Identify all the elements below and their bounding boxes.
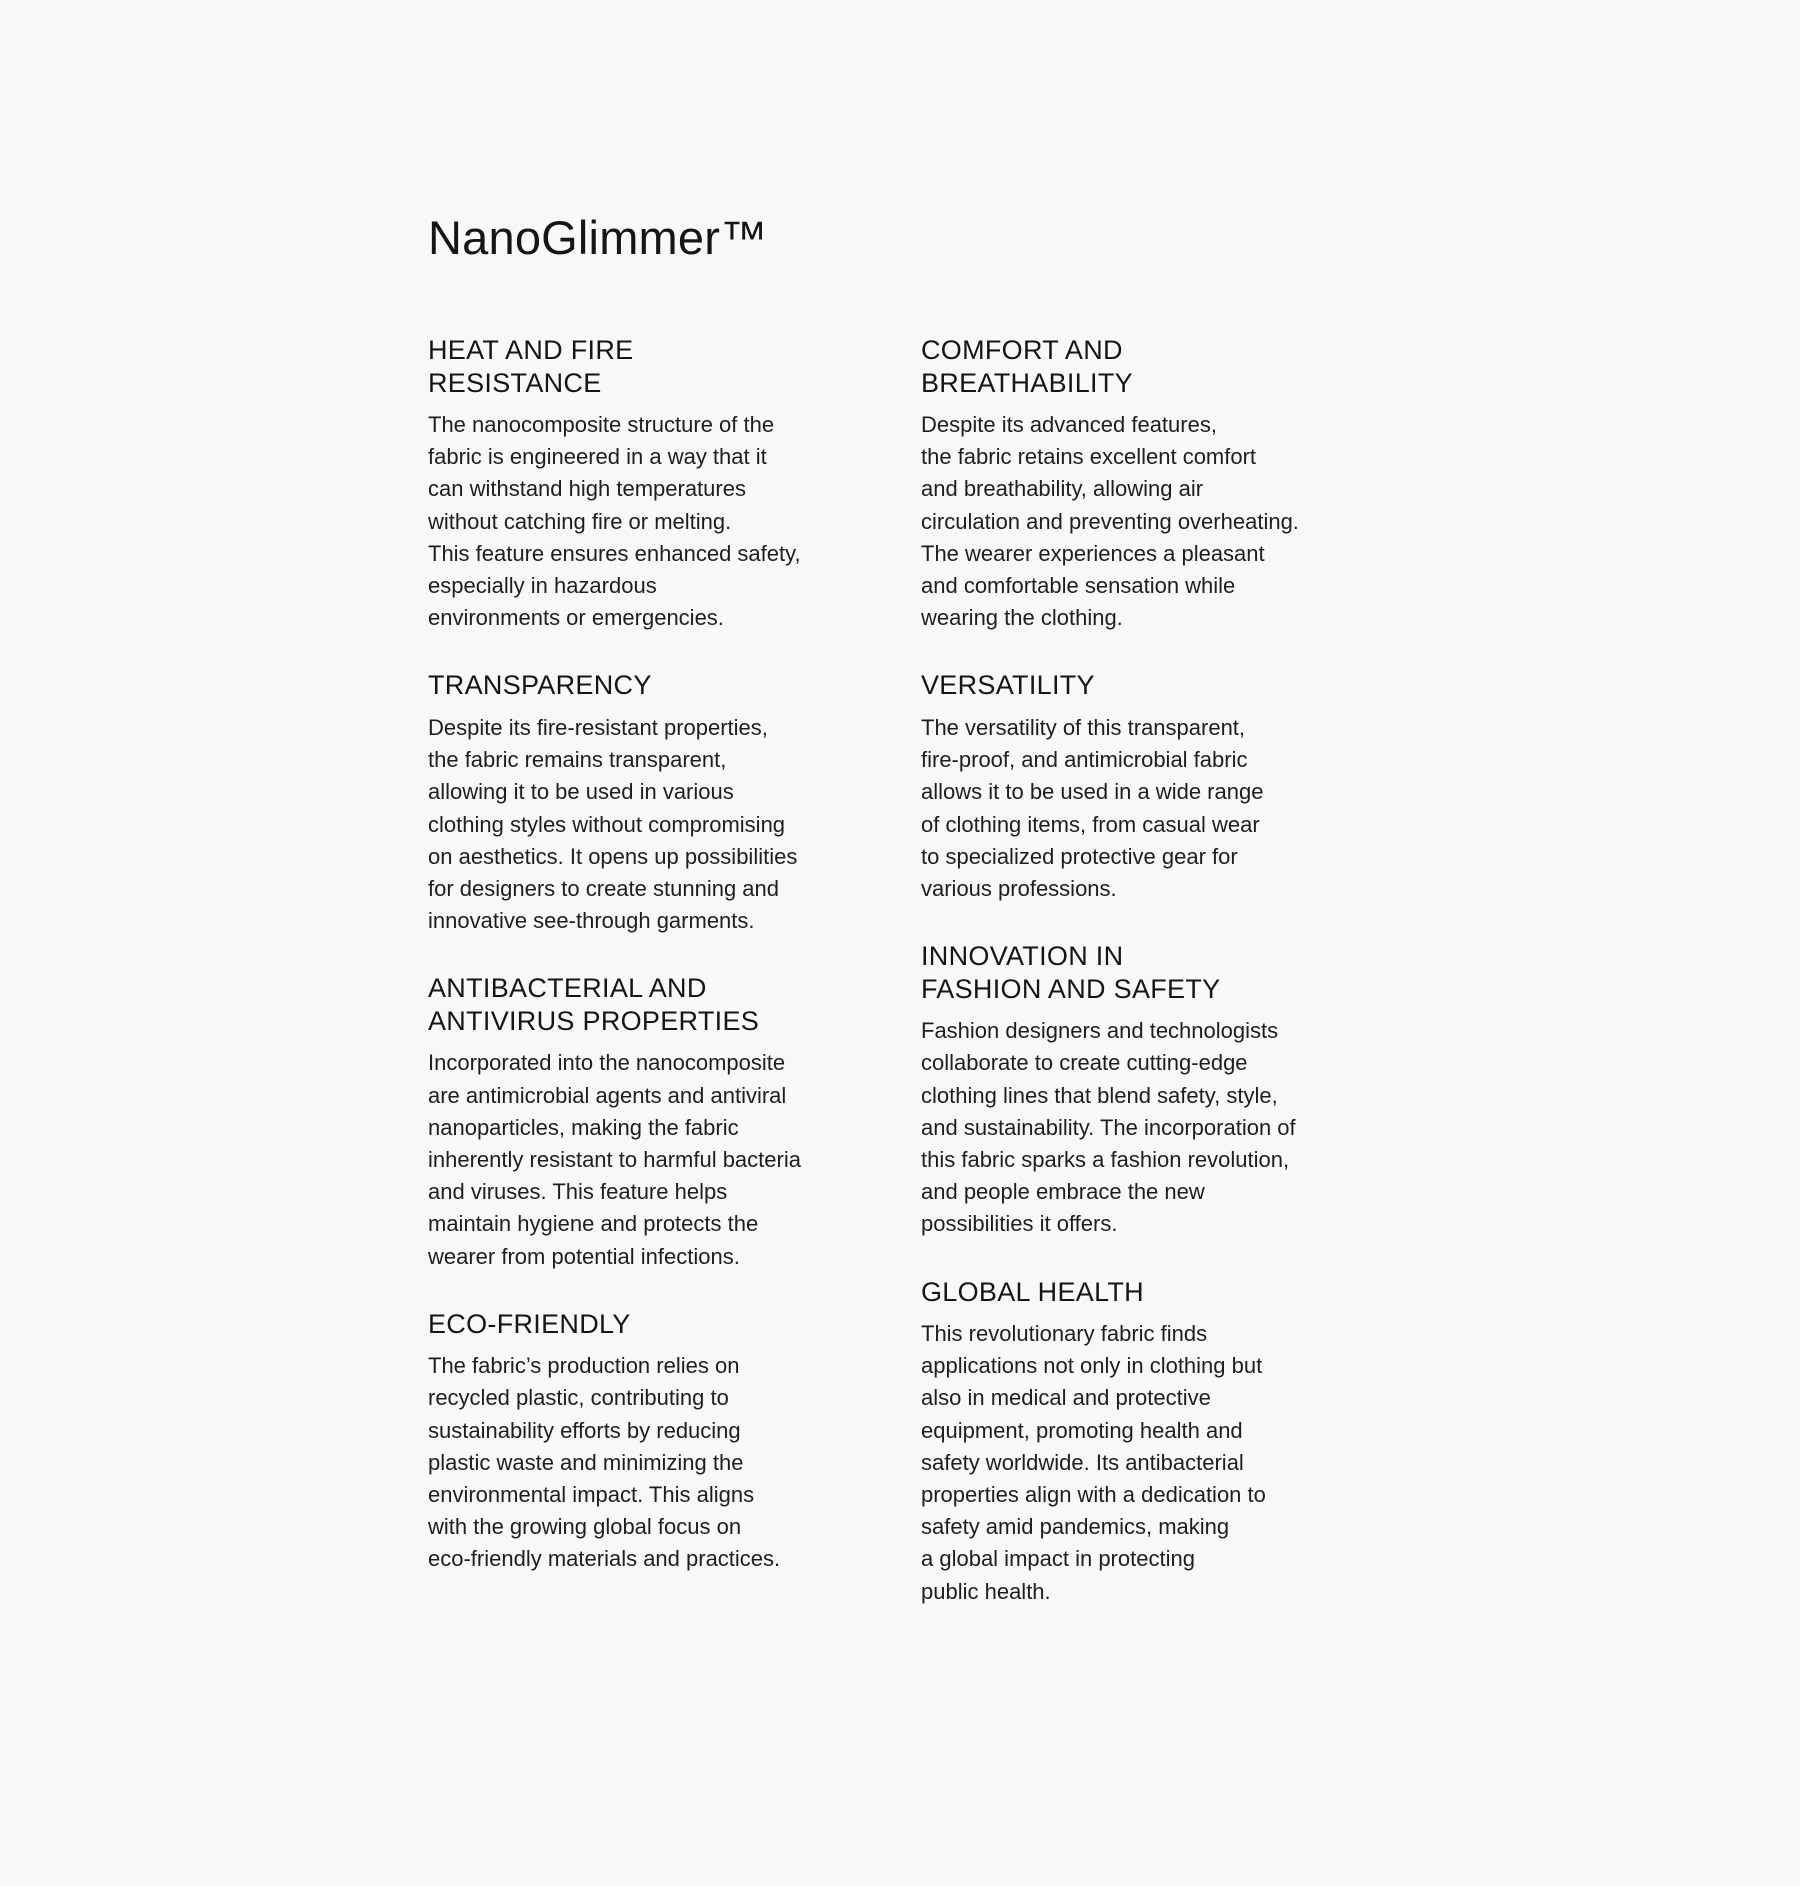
section-body-line: The wearer experiences a pleasant — [921, 540, 1265, 566]
section-body-line: eco-friendly materials and practices. — [428, 1546, 781, 1572]
feature-section — [921, 1276, 1391, 1608]
section-body-line: for designers to create stunning and — [428, 875, 780, 901]
feature-section — [428, 334, 898, 634]
section-body-line: especially in hazardous — [428, 573, 657, 599]
feature-section — [428, 972, 898, 1272]
section-body-line: and comfortable sensation while — [921, 573, 1236, 599]
section-body-line: this fabric sparks a fashion revolution, — [921, 1146, 1290, 1172]
section-body — [428, 712, 898, 937]
section-body-line: recycled plastic, contributing to — [428, 1385, 729, 1411]
section-body-line: plastic waste and minimizing the — [428, 1449, 744, 1475]
section-body-line: possibilities it offers. — [921, 1211, 1118, 1237]
section-body — [428, 409, 898, 634]
section-body-line: The fabric’s production relies on — [428, 1353, 740, 1379]
section-heading-line: RESISTANCE — [428, 367, 602, 398]
section-heading-line: GLOBAL HEALTH — [921, 1276, 1144, 1307]
section-body-line: also in medical and protective — [921, 1385, 1211, 1411]
section-body-line: inherently resistant to harmful bacteria — [428, 1146, 801, 1172]
section-body — [921, 409, 1391, 634]
section-body-line: clothing lines that blend safety, style, — [921, 1082, 1278, 1108]
section-body-line: wearing the clothing. — [921, 605, 1123, 631]
section-body-line: can withstand high temperatures — [428, 476, 746, 502]
feature-section — [921, 940, 1391, 1240]
section-body-line: with the growing global focus on — [428, 1514, 742, 1540]
section-body-line: on aesthetics. It opens up possibilities — [428, 843, 798, 869]
section-body-line: allows it to be used in a wide range — [921, 779, 1264, 805]
section-heading-line: COMFORT AND — [921, 335, 1123, 365]
section-body-line: public health. — [921, 1578, 1051, 1604]
section-heading — [921, 1276, 1391, 1309]
section-body-line: of clothing items, from casual wear — [921, 811, 1260, 837]
section-body-line: without catching fire or melting. — [428, 508, 732, 534]
section-body-line: circulation and preventing overheating. — [921, 508, 1299, 534]
section-heading — [921, 669, 1391, 702]
section-body-line: This revolutionary fabric finds — [921, 1321, 1208, 1347]
section-heading-line: ECO-FRIENDLY — [428, 1308, 631, 1339]
section-body-line: maintain hygiene and protects the — [428, 1211, 759, 1237]
section-body-line: The nanocomposite structure of the — [428, 412, 775, 437]
page-title: NanoGlimmer™ — [428, 211, 768, 264]
left-column — [428, 334, 898, 1611]
section-body-line: Despite its advanced features, — [921, 412, 1217, 437]
section-body-line: environments or emergencies. — [428, 605, 724, 631]
section-body-line: and people embrace the new — [921, 1179, 1205, 1205]
feature-section — [921, 334, 1391, 634]
section-heading — [428, 669, 898, 702]
section-body — [428, 1047, 898, 1272]
section-body-line: are antimicrobial agents and antiviral — [428, 1082, 787, 1108]
section-heading-line: BREATHABILITY — [921, 367, 1133, 398]
section-heading-line: INNOVATION IN — [921, 941, 1124, 972]
section-body-line: nanoparticles, making the fabric — [428, 1114, 739, 1140]
feature-section — [428, 1308, 898, 1576]
section-heading-line: HEAT AND FIRE — [428, 335, 634, 365]
section-body — [921, 712, 1391, 905]
section-body-line: safety worldwide. Its antibacterial — [921, 1449, 1244, 1475]
section-body-line: and breathability, allowing air — [921, 476, 1204, 502]
section-body-line: allowing it to be used in various — [428, 779, 734, 805]
right-column — [921, 334, 1391, 1643]
section-body-line: environmental impact. This aligns — [428, 1482, 755, 1508]
feature-section — [921, 669, 1391, 905]
section-body-line: collaborate to create cutting-edge — [921, 1050, 1248, 1076]
section-heading-line: ANTIBACTERIAL AND — [428, 973, 707, 1004]
section-body — [428, 1350, 898, 1575]
section-body-line: The versatility of this transparent, — [921, 714, 1246, 740]
section-body-line: fabric is engineered in a way that it — [428, 444, 767, 470]
section-body-line: clothing styles without compromising — [428, 811, 786, 837]
section-body-line: Incorporated into the nanocomposite — [428, 1050, 786, 1076]
section-body — [921, 1015, 1391, 1240]
section-body-line: the fabric remains transparent, — [428, 747, 727, 773]
section-body-line: and sustainability. The incorporation of — [921, 1114, 1296, 1140]
section-body-line: innovative see-through garments. — [428, 908, 755, 934]
section-heading — [921, 334, 1391, 399]
section-heading — [921, 940, 1391, 1005]
section-body-line: various professions. — [921, 875, 1117, 901]
section-body-line: This feature ensures enhanced safety, — [428, 540, 801, 566]
section-body-line: to specialized protective gear for — [921, 843, 1238, 869]
section-body-line: fire-proof, and antimicrobial fabric — [921, 747, 1248, 773]
section-heading-line: FASHION AND SAFETY — [921, 973, 1221, 1004]
section-body-line: the fabric retains excellent comfort — [921, 444, 1257, 470]
section-heading-line: TRANSPARENCY — [428, 670, 652, 701]
feature-section — [428, 669, 898, 937]
section-heading — [428, 1308, 898, 1341]
section-body-line: Despite its fire-resistant properties, — [428, 714, 768, 740]
section-body-line: and viruses. This feature helps — [428, 1179, 728, 1205]
section-heading — [428, 334, 898, 399]
section-body-line: a global impact in protecting — [921, 1546, 1195, 1572]
section-heading-line: ANTIVIRUS PROPERTIES — [428, 1005, 760, 1036]
section-body-line: properties align with a dedication to — [921, 1482, 1266, 1508]
section-body-line: Fashion designers and technologists — [921, 1018, 1279, 1044]
section-heading-line: VERSATILITY — [921, 670, 1095, 701]
section-body-line: safety amid pandemics, making — [921, 1514, 1230, 1540]
section-body-line: applications not only in clothing but — [921, 1353, 1263, 1379]
section-body-line: wearer from potential infections. — [428, 1243, 740, 1269]
section-body-line: sustainability efforts by reducing — [428, 1417, 741, 1443]
section-heading — [428, 972, 898, 1037]
section-body-line: equipment, promoting health and — [921, 1417, 1243, 1443]
section-body — [921, 1318, 1391, 1608]
